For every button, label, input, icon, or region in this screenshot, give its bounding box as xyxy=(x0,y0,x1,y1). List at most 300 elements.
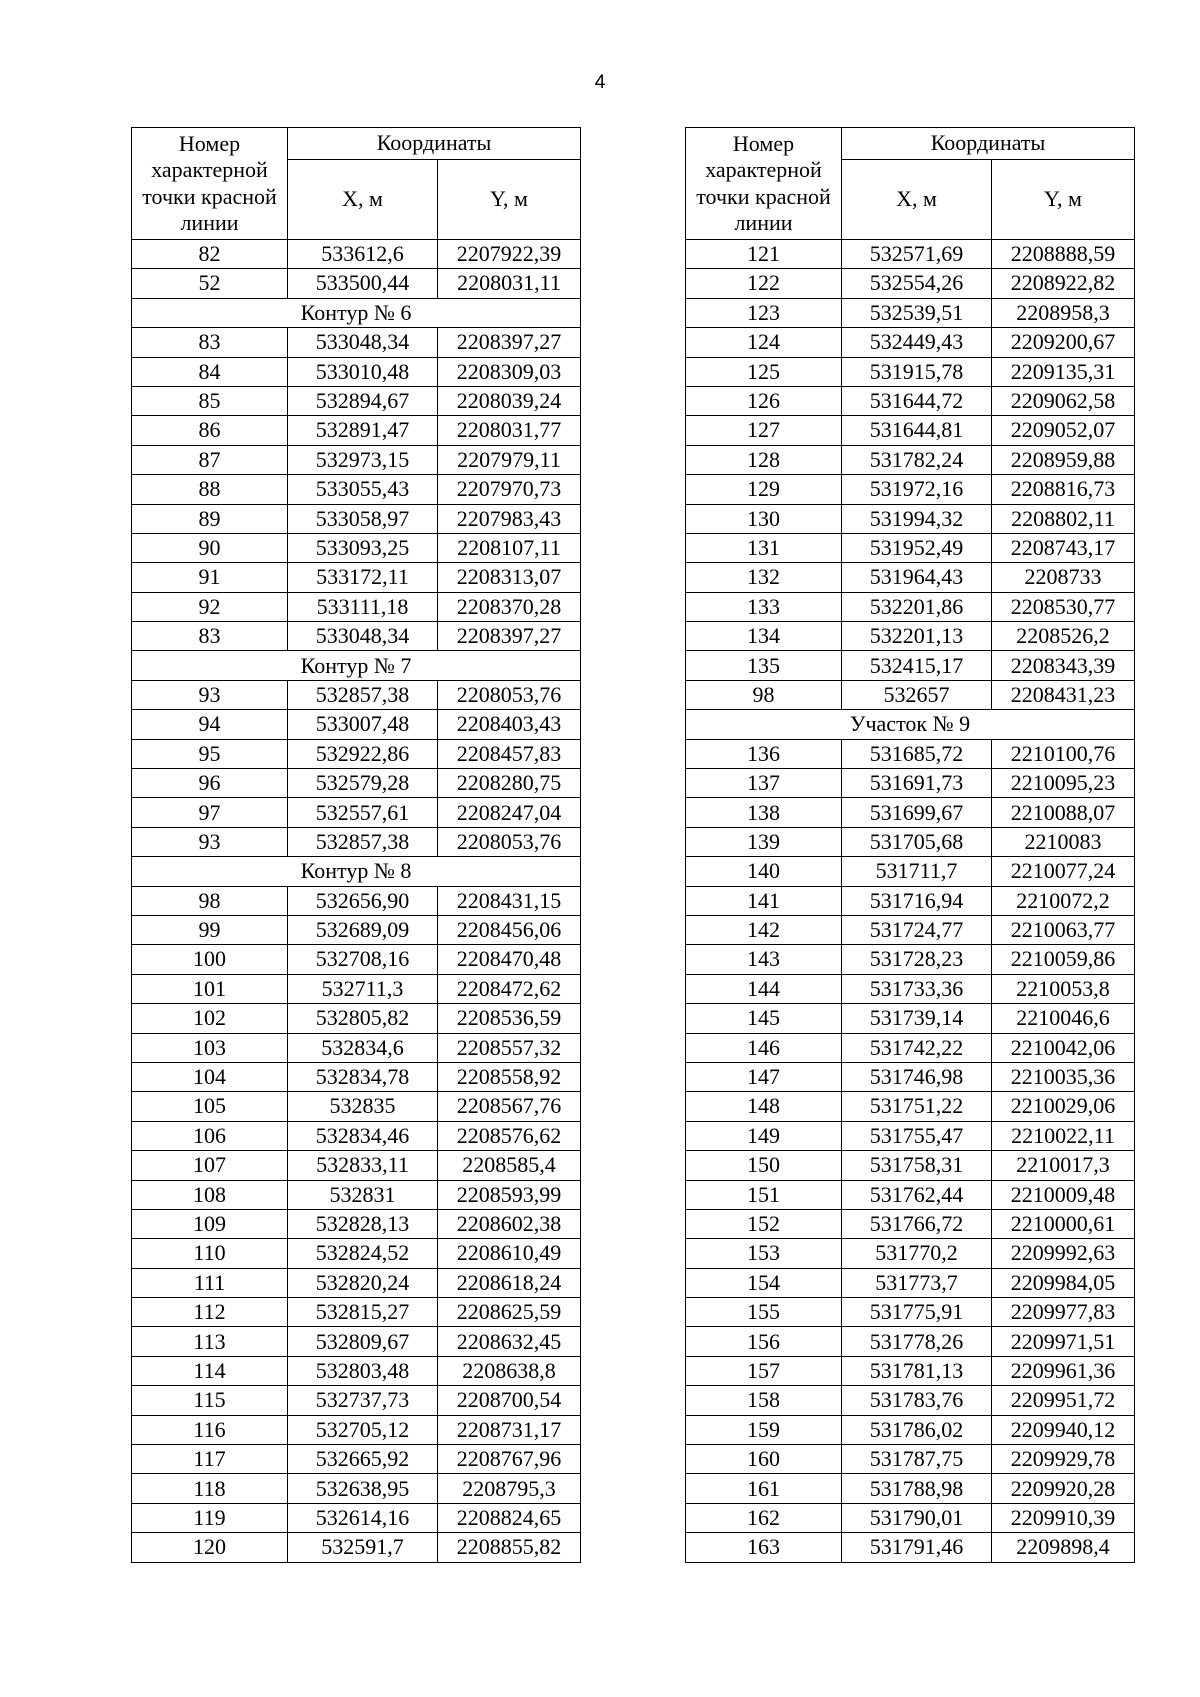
point-number-cell: 133 xyxy=(686,592,842,621)
y-coordinate-cell: 2208039,24 xyxy=(438,386,581,415)
table-row xyxy=(686,1474,1135,1503)
table-row xyxy=(686,240,1135,269)
point-number-cell: 131 xyxy=(686,533,842,562)
point-number-cell: 137 xyxy=(686,769,842,798)
point-number-cell: 127 xyxy=(686,416,842,445)
table-row xyxy=(132,1121,581,1150)
table-row xyxy=(686,1180,1135,1209)
y-coordinate-cell: 2208309,03 xyxy=(438,357,581,386)
point-number-cell: 92 xyxy=(132,592,288,621)
point-number-cell: 151 xyxy=(686,1180,842,1209)
point-number-header: Номер характерной точки красной линии xyxy=(686,128,842,240)
y-coordinate-cell: 2208802,11 xyxy=(992,504,1135,533)
coordinates-header: Координаты xyxy=(288,128,581,160)
point-number-cell: 84 xyxy=(132,357,288,386)
table-row xyxy=(132,357,581,386)
point-number-cell: 123 xyxy=(686,298,842,327)
y-coordinate-cell: 2208602,38 xyxy=(438,1209,581,1238)
x-coordinate-cell: 533612,6 xyxy=(288,240,438,269)
point-number-cell: 154 xyxy=(686,1268,842,1297)
point-number-cell: 88 xyxy=(132,475,288,504)
y-coordinate-cell: 2208557,32 xyxy=(438,1033,581,1062)
y-coordinate-cell: 2207922,39 xyxy=(438,240,581,269)
x-coordinate-cell: 533093,25 xyxy=(288,533,438,562)
table-row xyxy=(686,651,1135,680)
x-coordinate-cell: 531746,98 xyxy=(842,1062,992,1091)
y-coordinate-cell: 2208053,76 xyxy=(438,680,581,709)
x-coordinate-cell: 532891,47 xyxy=(288,416,438,445)
y-coordinate-cell: 2209929,78 xyxy=(992,1445,1135,1474)
x-coordinate-cell: 532894,67 xyxy=(288,386,438,415)
table-row xyxy=(686,1533,1135,1562)
point-number-cell: 138 xyxy=(686,798,842,827)
x-coordinate-cell: 533111,18 xyxy=(288,592,438,621)
point-number-cell: 89 xyxy=(132,504,288,533)
table-row xyxy=(686,622,1135,651)
x-coordinate-cell: 533500,44 xyxy=(288,269,438,298)
point-number-cell: 103 xyxy=(132,1033,288,1062)
x-coordinate-cell: 532831 xyxy=(288,1180,438,1209)
x-coordinate-cell: 531994,32 xyxy=(842,504,992,533)
y-coordinate-cell: 2210046,6 xyxy=(992,1004,1135,1033)
table-row xyxy=(132,563,581,592)
point-number-cell: 93 xyxy=(132,827,288,856)
y-coordinate-cell: 2207970,73 xyxy=(438,475,581,504)
point-number-cell: 117 xyxy=(132,1445,288,1474)
y-coordinate-cell: 2210072,2 xyxy=(992,886,1135,915)
x-coordinate-cell: 531781,13 xyxy=(842,1356,992,1385)
y-coordinate-cell: 2208632,45 xyxy=(438,1327,581,1356)
x-coordinate-cell: 531728,23 xyxy=(842,945,992,974)
x-coordinate-cell: 532557,61 xyxy=(288,798,438,827)
x-coordinate-cell: 531733,36 xyxy=(842,974,992,1003)
table-row xyxy=(686,827,1135,856)
point-number-cell: 87 xyxy=(132,445,288,474)
x-coordinate-cell: 531691,73 xyxy=(842,769,992,798)
y-coordinate-cell: 2208558,92 xyxy=(438,1062,581,1091)
x-coordinate-cell: 531705,68 xyxy=(842,827,992,856)
point-number-cell: 104 xyxy=(132,1062,288,1091)
table-row xyxy=(132,710,581,739)
y-coordinate-cell: 2208031,77 xyxy=(438,416,581,445)
y-coordinate-cell: 2208795,3 xyxy=(438,1474,581,1503)
table-row xyxy=(686,945,1135,974)
table-row xyxy=(132,974,581,1003)
x-coordinate-cell: 531778,26 xyxy=(842,1327,992,1356)
section-title: Контур № 8 xyxy=(132,857,581,886)
x-coordinate-cell: 531952,49 xyxy=(842,533,992,562)
x-coordinate-cell: 532539,51 xyxy=(842,298,992,327)
section-row xyxy=(132,857,581,886)
table-row xyxy=(686,475,1135,504)
point-number-cell: 160 xyxy=(686,1445,842,1474)
table-row xyxy=(686,680,1135,709)
y-coordinate-cell: 2208731,17 xyxy=(438,1415,581,1444)
x-coordinate-cell: 532201,86 xyxy=(842,592,992,621)
table-row xyxy=(132,1062,581,1091)
point-number-cell: 135 xyxy=(686,651,842,680)
y-coordinate-cell: 2208816,73 xyxy=(992,475,1135,504)
point-number-cell: 114 xyxy=(132,1356,288,1385)
table-row xyxy=(132,416,581,445)
y-coordinate-cell: 2208733 xyxy=(992,563,1135,592)
table-row xyxy=(132,1445,581,1474)
table-row xyxy=(132,1503,581,1532)
y-coordinate-cell: 2210000,61 xyxy=(992,1209,1135,1238)
point-number-cell: 126 xyxy=(686,386,842,415)
point-number-cell: 157 xyxy=(686,1356,842,1385)
y-coordinate-cell: 2209062,58 xyxy=(992,386,1135,415)
y-coordinate-cell: 2210035,36 xyxy=(992,1062,1135,1091)
point-number-cell: 146 xyxy=(686,1033,842,1062)
table-row xyxy=(132,504,581,533)
point-number-cell: 101 xyxy=(132,974,288,1003)
x-coordinate-cell: 532834,46 xyxy=(288,1121,438,1150)
table-row xyxy=(686,1062,1135,1091)
x-coordinate-cell: 532973,15 xyxy=(288,445,438,474)
x-coordinate-cell: 532828,13 xyxy=(288,1209,438,1238)
y-coordinate-cell: 2208576,62 xyxy=(438,1121,581,1150)
table-row xyxy=(686,1151,1135,1180)
point-number-cell: 52 xyxy=(132,269,288,298)
y-coordinate-cell: 2207979,11 xyxy=(438,445,581,474)
x-coordinate-cell: 533055,43 xyxy=(288,475,438,504)
x-coordinate-cell: 532449,43 xyxy=(842,328,992,357)
x-coordinate-cell: 531972,16 xyxy=(842,475,992,504)
x-coordinate-cell: 531685,72 xyxy=(842,739,992,768)
point-number-cell: 86 xyxy=(132,416,288,445)
y-coordinate-cell: 2208585,4 xyxy=(438,1151,581,1180)
table-row xyxy=(686,1298,1135,1327)
y-coordinate-cell: 2210100,76 xyxy=(992,739,1135,768)
point-number-cell: 121 xyxy=(686,240,842,269)
table-row xyxy=(686,1445,1135,1474)
table-row xyxy=(132,739,581,768)
point-number-cell: 100 xyxy=(132,945,288,974)
y-coordinate-cell: 2210022,11 xyxy=(992,1121,1135,1150)
y-coordinate-cell: 2208107,11 xyxy=(438,533,581,562)
y-coordinate-cell: 2208397,27 xyxy=(438,622,581,651)
table-row xyxy=(132,1151,581,1180)
section-row xyxy=(132,298,581,327)
x-coordinate-cell: 531791,46 xyxy=(842,1533,992,1562)
table-row xyxy=(686,769,1135,798)
table-row xyxy=(686,857,1135,886)
y-coordinate-cell: 2210017,3 xyxy=(992,1151,1135,1180)
table-row xyxy=(686,386,1135,415)
y-coordinate-cell: 2208403,43 xyxy=(438,710,581,739)
point-number-cell: 111 xyxy=(132,1268,288,1297)
table-row xyxy=(132,328,581,357)
x-coordinate-cell: 532834,6 xyxy=(288,1033,438,1062)
point-number-cell: 113 xyxy=(132,1327,288,1356)
y-coordinate-cell: 2209992,63 xyxy=(992,1239,1135,1268)
table-row xyxy=(686,1415,1135,1444)
y-coordinate-cell: 2208031,11 xyxy=(438,269,581,298)
x-coordinate-cell: 532657 xyxy=(842,680,992,709)
point-number-cell: 136 xyxy=(686,739,842,768)
x-coordinate-cell: 532803,48 xyxy=(288,1356,438,1385)
table-body xyxy=(686,240,1135,1563)
table-row xyxy=(132,1327,581,1356)
point-number-cell: 128 xyxy=(686,445,842,474)
table-row xyxy=(686,504,1135,533)
x-coordinate-cell: 532689,09 xyxy=(288,915,438,944)
point-number-cell: 142 xyxy=(686,915,842,944)
x-coordinate-cell: 531786,02 xyxy=(842,1415,992,1444)
point-number-cell: 98 xyxy=(132,886,288,915)
x-coordinate-cell: 531787,75 xyxy=(842,1445,992,1474)
table-row xyxy=(686,886,1135,915)
y-coordinate-cell: 2209052,07 xyxy=(992,416,1135,445)
y-coordinate-cell: 2210095,23 xyxy=(992,769,1135,798)
point-number-header: Номер характерной точки красной линии xyxy=(132,128,288,240)
point-number-cell: 83 xyxy=(132,622,288,651)
x-coordinate-cell: 532820,24 xyxy=(288,1268,438,1297)
coordinates-header: Координаты xyxy=(842,128,1135,160)
table-row xyxy=(686,592,1135,621)
x-coordinate-cell: 531644,72 xyxy=(842,386,992,415)
table-row xyxy=(132,592,581,621)
point-number-cell: 140 xyxy=(686,857,842,886)
x-coordinate-cell: 532708,16 xyxy=(288,945,438,974)
point-number-cell: 110 xyxy=(132,1239,288,1268)
y-coordinate-cell: 2210042,06 xyxy=(992,1033,1135,1062)
y-coordinate-cell: 2208593,99 xyxy=(438,1180,581,1209)
table-row xyxy=(132,769,581,798)
table-row xyxy=(686,1386,1135,1415)
point-number-cell: 129 xyxy=(686,475,842,504)
table-row xyxy=(132,1004,581,1033)
table-row xyxy=(686,1239,1135,1268)
x-coordinate-cell: 532415,17 xyxy=(842,651,992,680)
point-number-cell: 109 xyxy=(132,1209,288,1238)
table-row xyxy=(132,680,581,709)
table-row xyxy=(132,445,581,474)
table-row xyxy=(132,1298,581,1327)
table-row xyxy=(132,1474,581,1503)
table-row xyxy=(686,1004,1135,1033)
table-row xyxy=(686,798,1135,827)
table-row xyxy=(132,1092,581,1121)
section-title: Участок № 9 xyxy=(686,710,1135,739)
y-coordinate-cell: 2210059,86 xyxy=(992,945,1135,974)
y-coordinate-cell: 2209200,67 xyxy=(992,328,1135,357)
y-coordinate-cell: 2208526,2 xyxy=(992,622,1135,651)
table-row xyxy=(132,1386,581,1415)
x-coordinate-cell: 531782,24 xyxy=(842,445,992,474)
y-coordinate-cell: 2208625,59 xyxy=(438,1298,581,1327)
y-coordinate-cell: 2208610,49 xyxy=(438,1239,581,1268)
coordinates-table-left xyxy=(131,127,581,1563)
table-row xyxy=(132,1268,581,1297)
x-coordinate-cell: 531711,7 xyxy=(842,857,992,886)
table-row xyxy=(686,1121,1135,1150)
table-row xyxy=(686,1503,1135,1532)
x-coordinate-cell: 532922,86 xyxy=(288,739,438,768)
x-coordinate-cell: 532809,67 xyxy=(288,1327,438,1356)
table-row xyxy=(132,1239,581,1268)
x-coordinate-cell: 531762,44 xyxy=(842,1180,992,1209)
table-row xyxy=(686,739,1135,768)
table-row xyxy=(686,1356,1135,1385)
y-coordinate-cell: 2209898,4 xyxy=(992,1533,1135,1562)
x-coordinate-cell: 532554,26 xyxy=(842,269,992,298)
point-number-cell: 145 xyxy=(686,1004,842,1033)
point-number-cell: 115 xyxy=(132,1386,288,1415)
point-number-cell: 158 xyxy=(686,1386,842,1415)
y-coordinate-cell: 2208959,88 xyxy=(992,445,1135,474)
point-number-cell: 120 xyxy=(132,1533,288,1562)
x-coordinate-cell: 531755,47 xyxy=(842,1121,992,1150)
x-coordinate-cell: 532824,52 xyxy=(288,1239,438,1268)
x-coordinate-cell: 531758,31 xyxy=(842,1151,992,1180)
table-row xyxy=(686,533,1135,562)
x-coordinate-cell: 532815,27 xyxy=(288,1298,438,1327)
point-number-cell: 139 xyxy=(686,827,842,856)
point-number-cell: 152 xyxy=(686,1209,842,1238)
section-title: Контур № 6 xyxy=(132,298,581,327)
y-coordinate-cell: 2208431,23 xyxy=(992,680,1135,709)
x-coordinate-cell: 532656,90 xyxy=(288,886,438,915)
point-number-cell: 163 xyxy=(686,1533,842,1562)
point-number-cell: 156 xyxy=(686,1327,842,1356)
y-coordinate-cell: 2208457,83 xyxy=(438,739,581,768)
section-row xyxy=(132,651,581,680)
y-coordinate-cell: 2208855,82 xyxy=(438,1533,581,1562)
y-coordinate-cell: 2208638,8 xyxy=(438,1356,581,1385)
x-coordinate-cell: 531915,78 xyxy=(842,357,992,386)
point-number-cell: 107 xyxy=(132,1151,288,1180)
y-coordinate-cell: 2210088,07 xyxy=(992,798,1135,827)
y-coordinate-cell: 2208958,3 xyxy=(992,298,1135,327)
x-coordinate-cell: 531964,43 xyxy=(842,563,992,592)
y-coordinate-cell: 2208700,54 xyxy=(438,1386,581,1415)
section-title: Контур № 7 xyxy=(132,651,581,680)
point-number-cell: 93 xyxy=(132,680,288,709)
y-header: Y, м xyxy=(438,160,581,240)
x-coordinate-cell: 532833,11 xyxy=(288,1151,438,1180)
coordinates-table-right xyxy=(685,127,1135,1563)
y-coordinate-cell: 2210063,77 xyxy=(992,915,1135,944)
table-row xyxy=(132,1356,581,1385)
point-number-cell: 118 xyxy=(132,1474,288,1503)
table-row xyxy=(686,298,1135,327)
table-row xyxy=(132,945,581,974)
x-coordinate-cell: 531699,67 xyxy=(842,798,992,827)
x-coordinate-cell: 531788,98 xyxy=(842,1474,992,1503)
y-coordinate-cell: 2209977,83 xyxy=(992,1298,1135,1327)
point-number-cell: 119 xyxy=(132,1503,288,1532)
x-coordinate-cell: 532571,69 xyxy=(842,240,992,269)
point-number-cell: 99 xyxy=(132,915,288,944)
x-coordinate-cell: 532591,7 xyxy=(288,1533,438,1562)
y-coordinate-cell: 2208343,39 xyxy=(992,651,1135,680)
point-number-cell: 134 xyxy=(686,622,842,651)
x-coordinate-cell: 532834,78 xyxy=(288,1062,438,1091)
table-row xyxy=(686,915,1135,944)
table-row xyxy=(686,445,1135,474)
y-coordinate-cell: 2210029,06 xyxy=(992,1092,1135,1121)
point-number-cell: 132 xyxy=(686,563,842,592)
y-coordinate-cell: 2209961,36 xyxy=(992,1356,1135,1385)
table-row xyxy=(132,827,581,856)
point-number-cell: 148 xyxy=(686,1092,842,1121)
y-coordinate-cell: 2208567,76 xyxy=(438,1092,581,1121)
y-coordinate-cell: 2208053,76 xyxy=(438,827,581,856)
y-coordinate-cell: 2210077,24 xyxy=(992,857,1135,886)
y-coordinate-cell: 2209910,39 xyxy=(992,1503,1135,1532)
x-coordinate-cell: 531724,77 xyxy=(842,915,992,944)
y-coordinate-cell: 2209984,05 xyxy=(992,1268,1135,1297)
point-number-cell: 130 xyxy=(686,504,842,533)
x-coordinate-cell: 533058,97 xyxy=(288,504,438,533)
point-number-cell: 125 xyxy=(686,357,842,386)
x-header: X, м xyxy=(288,160,438,240)
point-number-cell: 85 xyxy=(132,386,288,415)
y-coordinate-cell: 2208470,48 xyxy=(438,945,581,974)
point-number-cell: 153 xyxy=(686,1239,842,1268)
y-coordinate-cell: 2208431,15 xyxy=(438,886,581,915)
y-coordinate-cell: 2208280,75 xyxy=(438,769,581,798)
x-coordinate-cell: 532201,13 xyxy=(842,622,992,651)
table-row xyxy=(132,1033,581,1062)
x-coordinate-cell: 533010,48 xyxy=(288,357,438,386)
y-coordinate-cell: 2209135,31 xyxy=(992,357,1135,386)
table-body xyxy=(132,240,581,1563)
table-row xyxy=(132,886,581,915)
y-coordinate-cell: 2208922,82 xyxy=(992,269,1135,298)
table-row xyxy=(686,563,1135,592)
table-row xyxy=(686,1327,1135,1356)
table-row xyxy=(132,1180,581,1209)
y-coordinate-cell: 2210053,8 xyxy=(992,974,1135,1003)
table-row xyxy=(686,416,1135,445)
x-coordinate-cell: 532705,12 xyxy=(288,1415,438,1444)
y-coordinate-cell: 2208767,96 xyxy=(438,1445,581,1474)
y-header: Y, м xyxy=(992,160,1135,240)
y-coordinate-cell: 2208313,07 xyxy=(438,563,581,592)
table-row xyxy=(686,328,1135,357)
x-coordinate-cell: 533048,34 xyxy=(288,622,438,651)
x-coordinate-cell: 531790,01 xyxy=(842,1503,992,1532)
table-row xyxy=(132,622,581,651)
x-coordinate-cell: 532579,28 xyxy=(288,769,438,798)
x-coordinate-cell: 532835 xyxy=(288,1092,438,1121)
x-coordinate-cell: 531775,91 xyxy=(842,1298,992,1327)
x-coordinate-cell: 531773,7 xyxy=(842,1268,992,1297)
y-coordinate-cell: 2208397,27 xyxy=(438,328,581,357)
point-number-cell: 161 xyxy=(686,1474,842,1503)
table-row xyxy=(132,533,581,562)
point-number-cell: 149 xyxy=(686,1121,842,1150)
x-coordinate-cell: 532857,38 xyxy=(288,680,438,709)
x-coordinate-cell: 531716,94 xyxy=(842,886,992,915)
table-row xyxy=(132,798,581,827)
y-coordinate-cell: 2209951,72 xyxy=(992,1386,1135,1415)
point-number-cell: 150 xyxy=(686,1151,842,1180)
table-row xyxy=(686,1033,1135,1062)
x-coordinate-cell: 531644,81 xyxy=(842,416,992,445)
table-row xyxy=(686,974,1135,1003)
point-number-cell: 141 xyxy=(686,886,842,915)
table-row xyxy=(132,240,581,269)
x-coordinate-cell: 531742,22 xyxy=(842,1033,992,1062)
point-number-cell: 112 xyxy=(132,1298,288,1327)
x-coordinate-cell: 531766,72 xyxy=(842,1209,992,1238)
y-coordinate-cell: 2208536,59 xyxy=(438,1004,581,1033)
point-number-cell: 147 xyxy=(686,1062,842,1091)
